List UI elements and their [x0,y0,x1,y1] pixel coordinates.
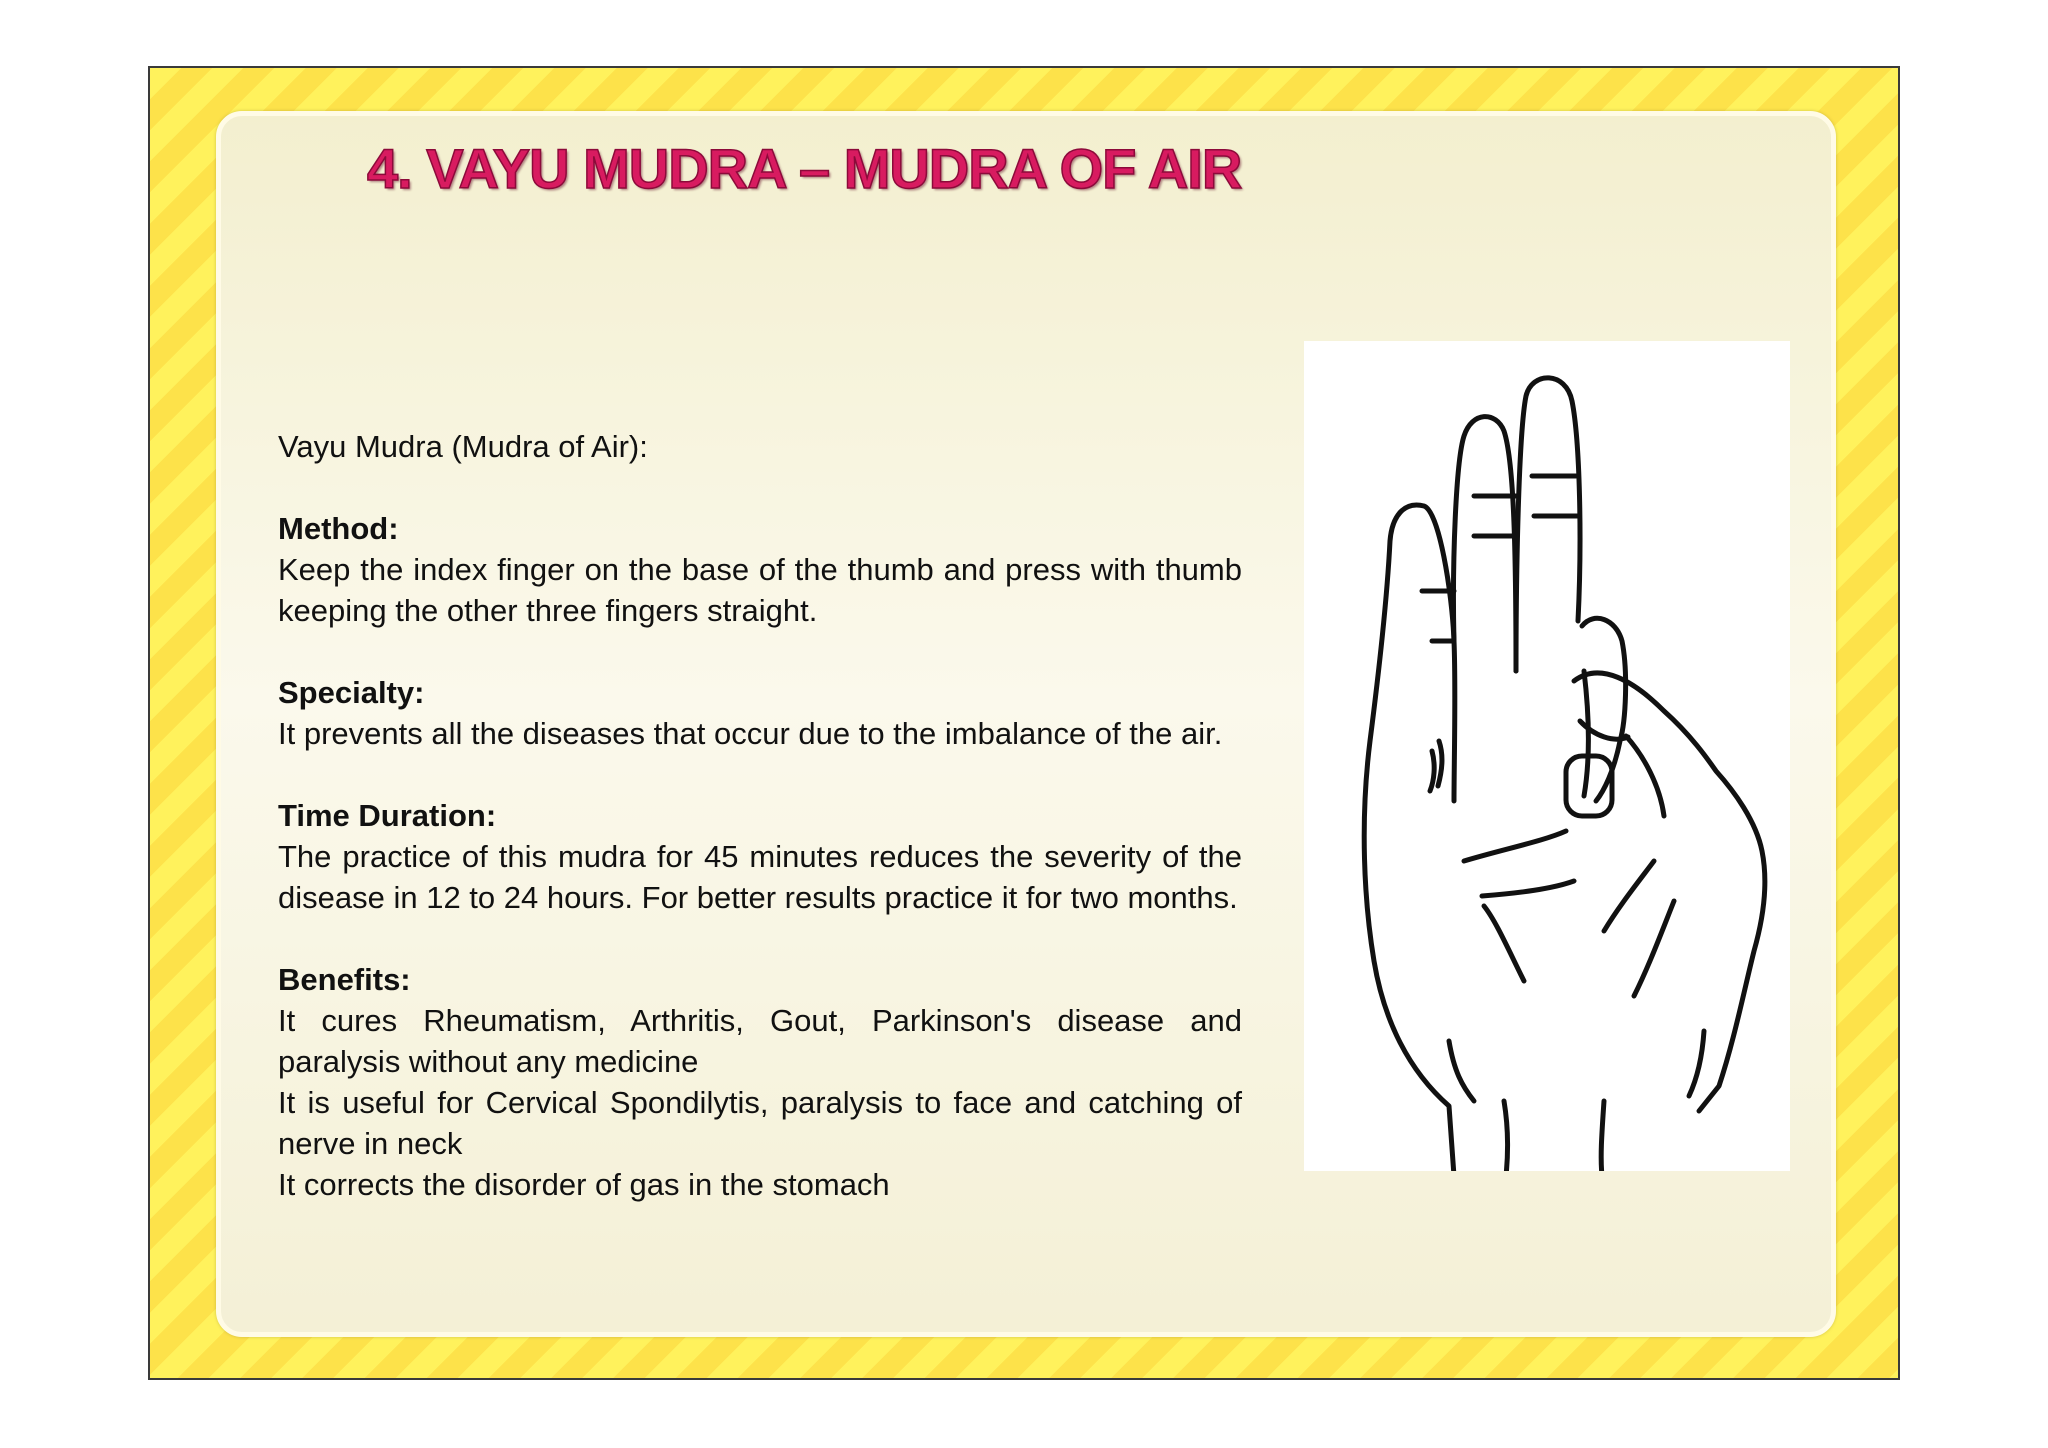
method-text: Keep the index finger on the base of the thumb and press with thumb keeping the other three fingers straight. [278,552,1242,628]
benefit-item: It corrects the disorder of gas in the stomach [278,1167,890,1202]
benefit-item: It is useful for Cervical Spondilytis, paralysis to face and catching of nerve in neck [278,1085,1242,1161]
slide-frame [148,66,1900,1380]
method-heading: Method: [278,511,399,546]
benefit-item: It cures Rheumatism, Arthritis, Gout, Parkinson's disease and paralysis without any medicine [278,1003,1242,1079]
slide-title: 4. VAYU MUDRA – MUDRA OF AIR [367,137,1242,200]
description-text [278,426,1242,1205]
benefits-heading: Benefits: [278,962,411,997]
time-duration-heading: Time Duration: [278,798,497,833]
hand-mudra-illustration [1304,341,1790,1171]
specialty-heading: Specialty: [278,675,425,710]
specialty-text: It prevents all the diseases that occur due to the imbalance of the air. [278,716,1223,751]
hand-icon [1304,341,1790,1171]
intro-line: Vayu Mudra (Mudra of Air): [278,429,648,464]
content-panel [216,111,1836,1337]
time-duration-text: The practice of this mudra for 45 minutes reduces the severity of the disease in 12 to 24 hours. For better results practice it for two months. [278,839,1242,915]
